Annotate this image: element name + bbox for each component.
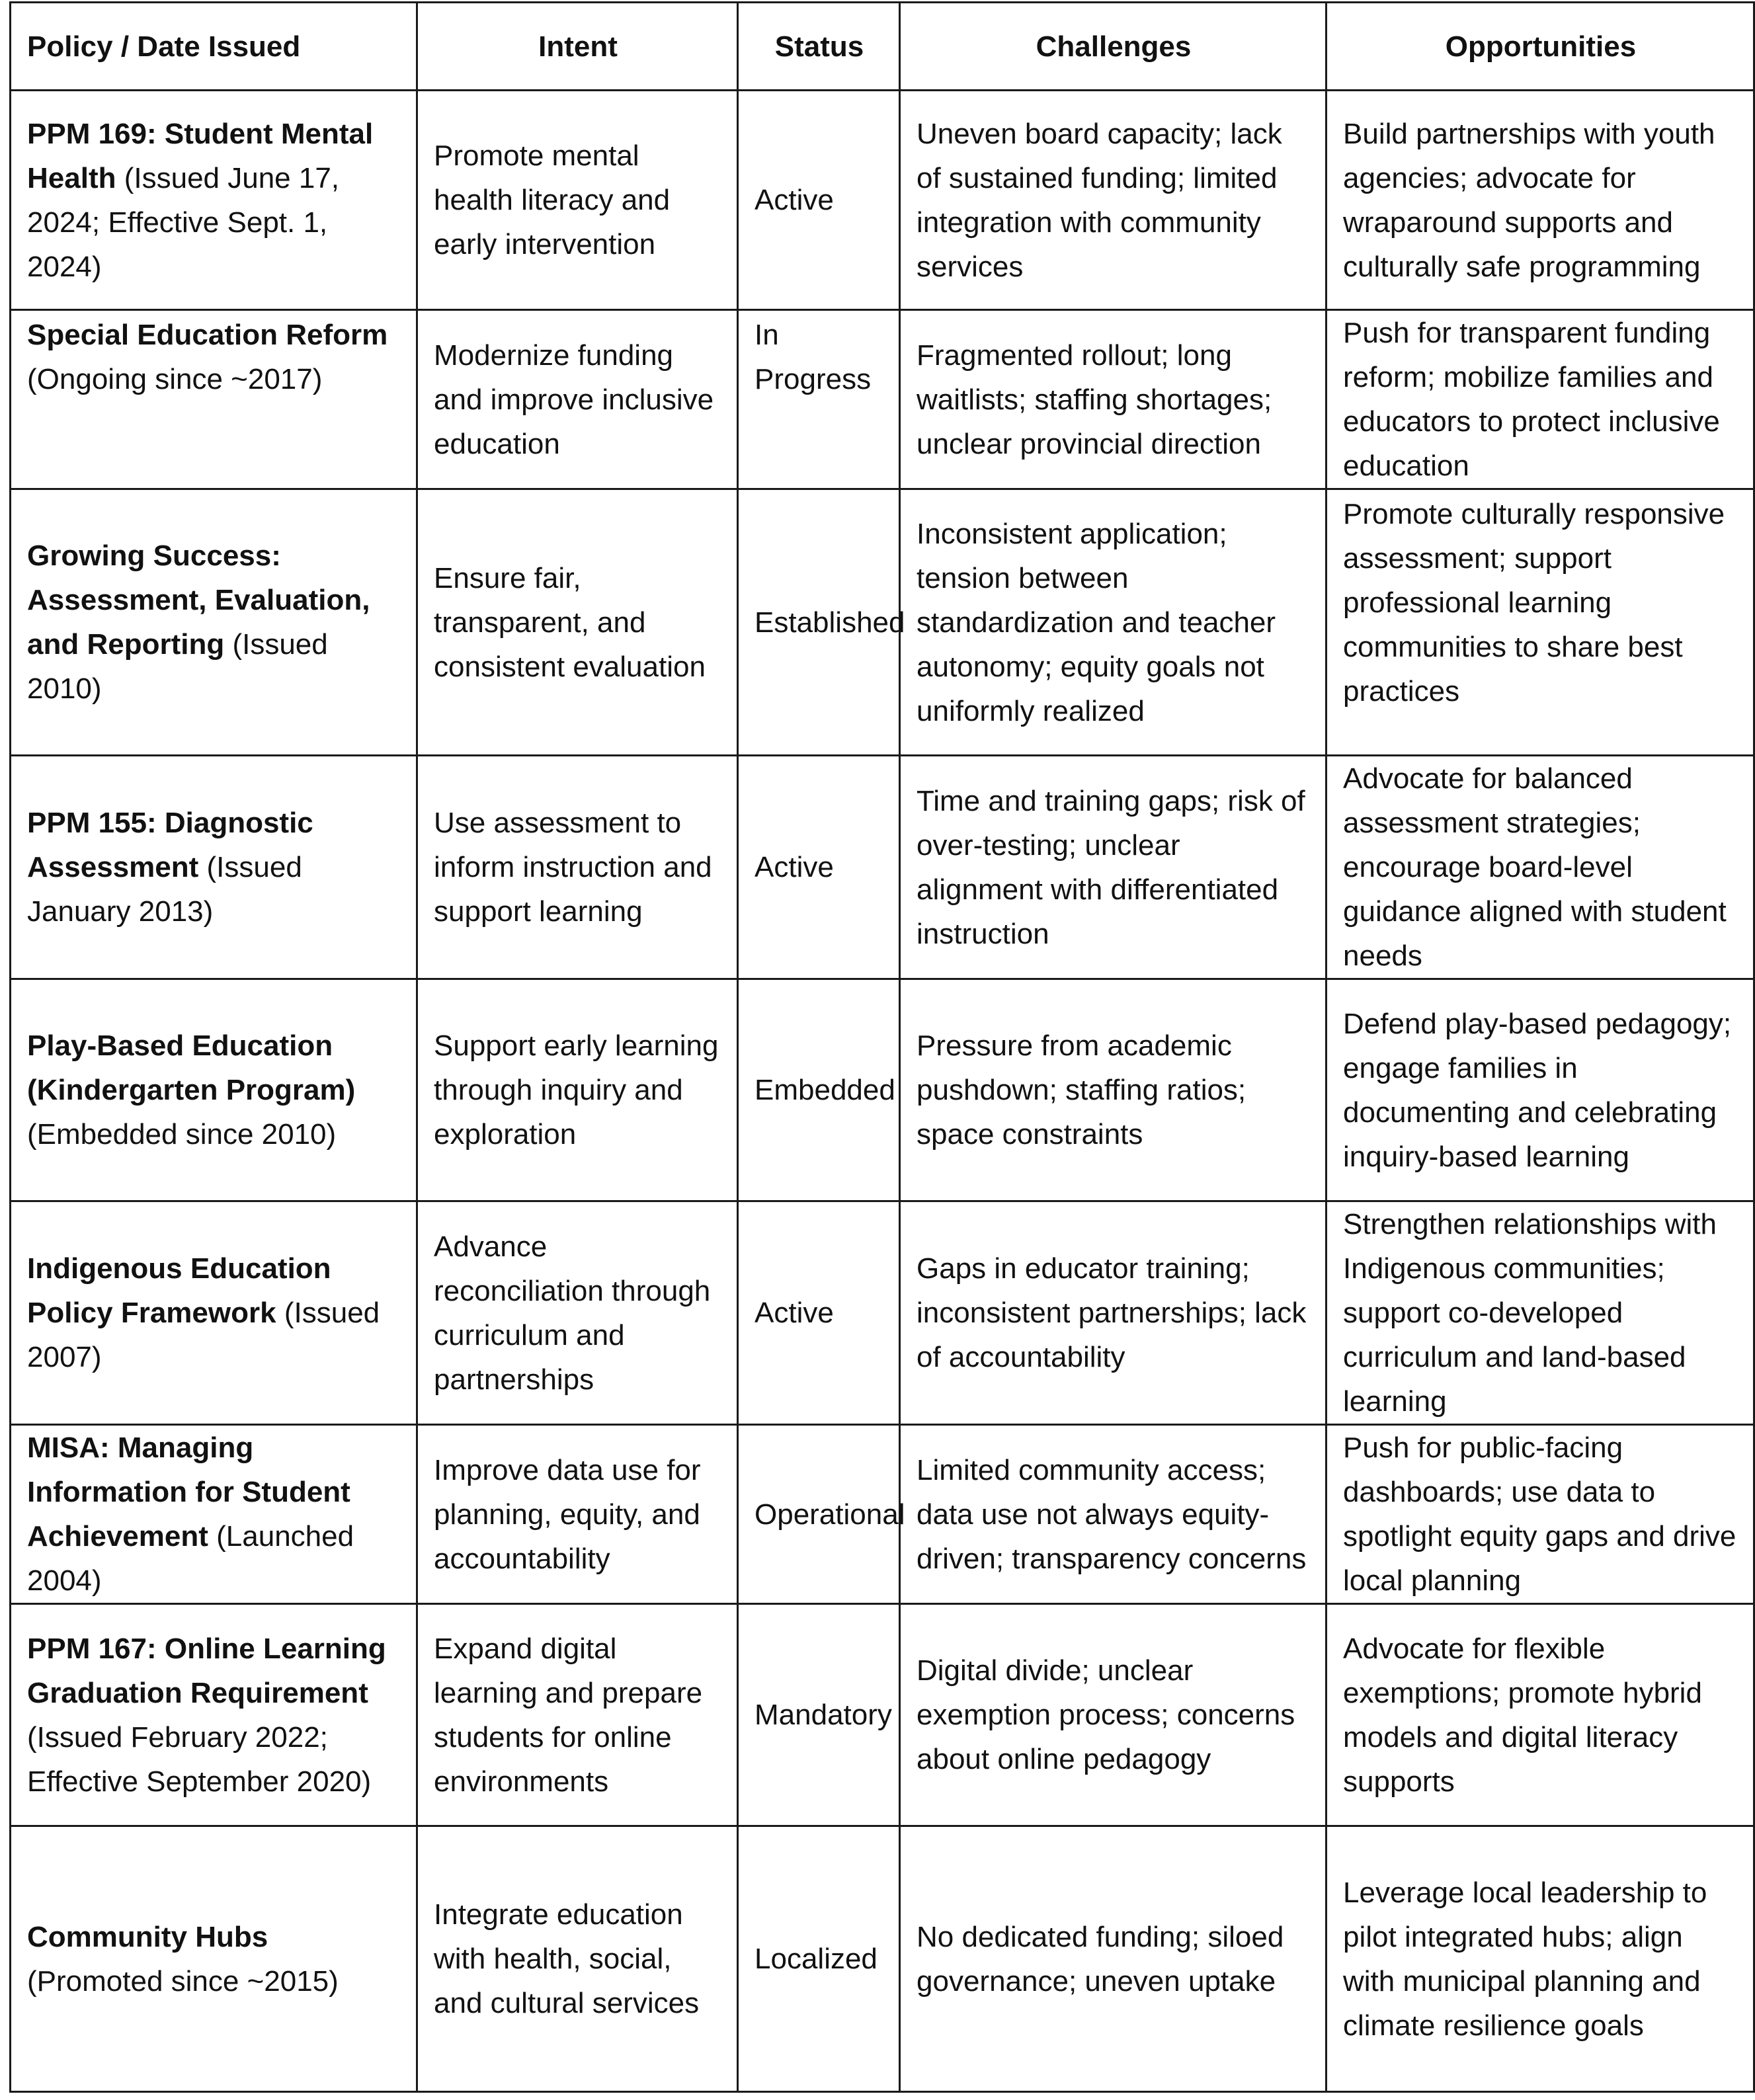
policy-date: (Issued June 17, 2024; Effective Sept. 1, 2024) [27,161,340,283]
intent-cell: Promote mental health literacy and early intervention [417,91,738,310]
policy-name: PPM 167: Online Learning Graduation Requirement [27,1632,386,1709]
intent-cell: Expand digital learning and prepare students for online environments [417,1604,738,1826]
table-row [11,979,1754,1201]
policy-cell [11,756,417,979]
header-challenges: Challenges [900,3,1326,91]
status-cell: Active [738,1201,900,1425]
header-status: Status [738,3,900,91]
opportunities-cell: Strengthen relationships with Indigenous communities; support co-developed curriculum and land-based learning [1326,1201,1754,1425]
intent-cell: Improve data use for planning, equity, and accountability [417,1425,738,1604]
table-row [11,1604,1754,1826]
challenges-cell: No dedicated funding; siloed governance; uneven uptake [900,1826,1326,2092]
challenges-cell: Fragmented rollout; long waitlists; staffing shortages; unclear provincial direction [900,310,1326,489]
challenges-cell: Inconsistent application; tension between standardization and teacher autonomy; equity goals not uniformly realized [900,489,1326,756]
policy-name: Growing Success: Assessment, Evaluation, and Reporting [27,540,370,661]
opportunities-cell: Defend play-based pedagogy; engage families in documenting and celebrating inquiry-based learning [1326,979,1754,1201]
intent-cell: Modernize funding and improve inclusive education [417,310,738,489]
challenges-cell: Digital divide; unclear exemption process; concerns about online pedagogy [900,1604,1326,1826]
header-row [11,3,1754,91]
opportunities-cell: Push for public-facing dashboards; use data to spotlight equity gaps and drive local planning [1326,1425,1754,1604]
policy-date: (Issued 2010) [27,628,328,705]
table-row [11,1201,1754,1425]
status-cell: Operational [738,1425,900,1604]
table-body [11,91,1754,2092]
opportunities-cell: Leverage local leadership to pilot integrated hubs; align with municipal planning and climate resilience goals [1326,1826,1754,2092]
status-cell: Active [738,756,900,979]
table-row [11,489,1754,756]
policy-date: (Launched 2004) [27,1520,354,1597]
status-cell: Established [738,489,900,756]
policy-name: PPM 169: Student Mental Health [27,117,374,194]
policy-cell [11,91,417,310]
policy-cell [11,1604,417,1826]
policy-date: (Issued February 2022; Effective September 2020) [27,1720,372,1798]
opportunities-cell: Build partnerships with youth agencies; advocate for wraparound supports and culturally safe programming [1326,91,1754,310]
intent-cell: Ensure fair, transparent, and consistent evaluation [417,489,738,756]
policy-cell [11,1425,417,1604]
policy-cell [11,1201,417,1425]
policy-date: (Promoted since ~2015) [27,1964,339,1998]
table-header [11,3,1754,91]
policy-name: Indigenous Education Policy Framework [27,1252,331,1329]
intent-cell: Support early learning through inquiry and exploration [417,979,738,1201]
challenges-cell: Uneven board capacity; lack of sustained funding; limited integration with community services [900,91,1326,310]
header-policy: Policy / Date Issued [11,3,417,91]
policy-name: PPM 155: Diagnostic Assessment [27,807,313,883]
policy-date: (Issued January 2013) [27,851,302,928]
policy-cell [11,489,417,756]
policy-date: (Issued 2007) [27,1297,380,1373]
opportunities-cell: Push for transparent funding reform; mobilize families and educators to protect inclusive education [1326,310,1754,489]
opportunities-cell: Advocate for balanced assessment strategies; encourage board-level guidance aligned with student needs [1326,756,1754,979]
policy-cell [11,979,417,1201]
table-row [11,1425,1754,1604]
opportunities-cell: Promote culturally responsive assessment; support professional learning communities to share best practices [1326,489,1754,756]
policy-date: (Embedded since 2010) [27,1118,337,1151]
status-cell: Embedded [738,979,900,1201]
intent-cell: Advance reconciliation through curriculum and partnerships [417,1201,738,1425]
policy-name: Community Hubs [27,1920,268,1953]
opportunities-cell: Advocate for flexible exemptions; promote hybrid models and digital literacy supports [1326,1604,1754,1826]
header-opportunities: Opportunities [1326,3,1754,91]
status-cell: Mandatory [738,1604,900,1826]
header-intent: Intent [417,3,738,91]
intent-cell: Integrate education with health, social, and cultural services [417,1826,738,2092]
challenges-cell: Limited community access; data use not always equity-driven; transparency concerns [900,1425,1326,1604]
status-cell: Localized [738,1826,900,2092]
policy-cell [11,310,417,489]
challenges-cell: Time and training gaps; risk of over-testing; unclear alignment with differentiated instruction [900,756,1326,979]
policy-name: MISA: Managing Information for Student Achievement [27,1432,350,1553]
policy-cell [11,1826,417,2092]
challenges-cell: Pressure from academic pushdown; staffing ratios; space constraints [900,979,1326,1201]
table-row [11,91,1754,310]
policy-table [9,1,1755,2093]
intent-cell: Use assessment to inform instruction and support learning [417,756,738,979]
policy-date: (Ongoing since ~2017) [27,363,323,395]
status-cell: Active [738,91,900,310]
status-cell: In Progress [738,310,900,489]
policy-name: Play-Based Education (Kindergarten Program) [27,1030,356,1106]
table-row [11,310,1754,489]
table-row [11,756,1754,979]
challenges-cell: Gaps in educator training; inconsistent partnerships; lack of accountability [900,1201,1326,1425]
policy-name: Special Education Reform [27,319,388,351]
table-row [11,1826,1754,2092]
